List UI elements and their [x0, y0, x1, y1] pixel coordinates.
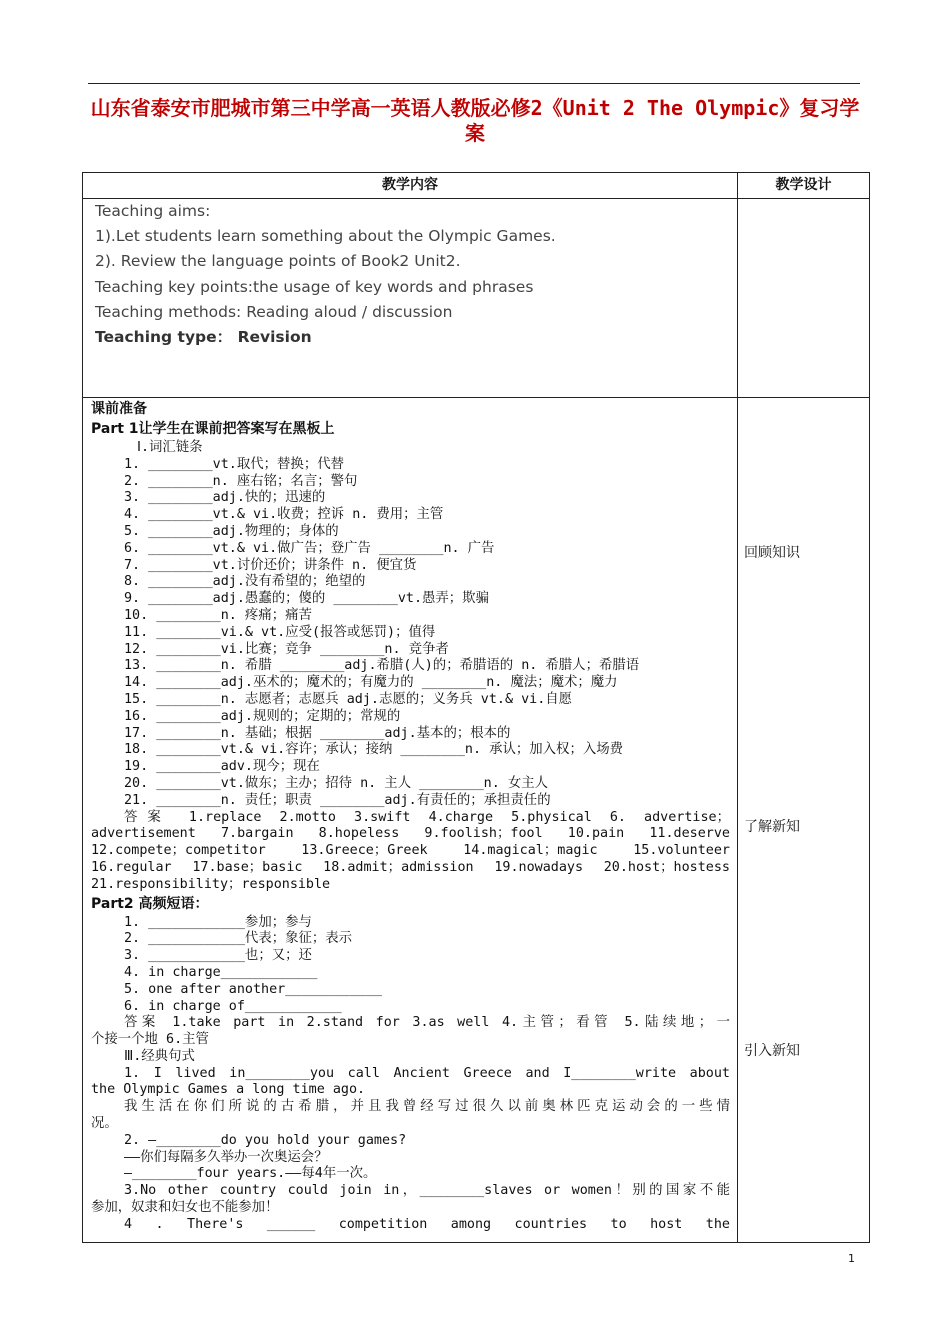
- sentences-line: —________four years.——每4年一次。: [124, 1166, 377, 1182]
- answers1-line: 21.responsibility；responsible: [91, 876, 331, 892]
- vocab-list: [91, 457, 730, 810]
- answers-2: [91, 1015, 730, 1049]
- sentence-list: [91, 1066, 730, 1234]
- design-cell: [738, 398, 870, 1243]
- vocab-line: 10. ________n. 疼痛；痛苦: [124, 607, 312, 623]
- sentences-line: the Olympic Games a long time ago.: [91, 1082, 366, 1098]
- vocab-line: 7. ________vt.讨价还价；讲条件 n. 便宜货: [124, 557, 417, 573]
- design-note: 回顾知识: [744, 545, 800, 561]
- part2-heading: Part2 高频短语：: [91, 895, 209, 912]
- vocab-line: 15. ________n. 志愿者；志愿兵 adj.志愿的；义务兵 vt.& vi.自愿: [124, 691, 573, 707]
- top-rule: [88, 83, 860, 84]
- vocab-title: Ⅰ.词汇链条: [137, 440, 203, 455]
- phrases-line: 6. in charge of____________: [124, 998, 342, 1014]
- col-content-header: 教学内容: [83, 173, 738, 199]
- sentences-title: Ⅲ.经典句式: [124, 1048, 195, 1064]
- page-title: 山东省泰安市肥城市第三中学高一英语人教版必修2《Unit 2 The Olympic》复习学案: [90, 96, 860, 145]
- aims-row: [83, 199, 870, 398]
- answers1-line: 16.regular 17.base；basic 18.admit；admission 19.nowadays 20.host；hostess: [91, 859, 730, 875]
- answers-1: [91, 810, 730, 894]
- table-header-row: [83, 173, 870, 199]
- vocab-line: 20. ________vt.做东；主办；招待 n. 主人 ________n. 女主人: [124, 775, 548, 791]
- vocab-line: 3. ________adj.快的；迅速的: [124, 490, 326, 506]
- aims-line: Teaching methods: Reading aloud / discussion: [95, 302, 453, 321]
- aims-line: 2). Review the language points of Book2 Unit2.: [95, 252, 461, 271]
- sentences-line: 3.No other country could join in，________slaves or women！别的国家不能: [124, 1183, 730, 1199]
- vocab-line: 1. ________vt.取代；替换；代替: [124, 456, 344, 472]
- sentences-line: ——你们每隔多久举办一次奥运会？: [124, 1149, 328, 1165]
- design-note: 引入新知: [744, 1043, 800, 1059]
- answers1-line: advertisement 7.bargain 8.hopeless 9.foolish；fool 10.pain 11.deserve: [91, 826, 730, 842]
- design-note: 了解新知: [744, 819, 800, 835]
- phrases-line: 1. ____________参加；参与: [124, 914, 312, 930]
- vocab-line: 9. ________adj.愚蠢的；傻的 ________vt.愚弄；欺骗: [124, 591, 489, 607]
- vocab-line: 21. ________n. 责任；职责 ________adj.有责任的；承担责任的: [124, 792, 551, 808]
- phrases-line: 4. in charge____________: [124, 964, 318, 980]
- phrases-line: 5. one after another____________: [124, 981, 382, 997]
- vocab-line: 11. ________vi.& vt.应受(报答或惩罚)；值得: [124, 624, 436, 640]
- vocab-line: 6. ________vt.& vi.做广告；登广告 ________n. 广告: [124, 540, 495, 556]
- answers2-line: 答案 1.take part in 2.stand for 3.as well 4.主管；看管 5.陆续地；一: [124, 1015, 730, 1031]
- aims-line: Teaching key points:the usage of key words and phrases: [95, 277, 534, 296]
- sentences-line: 1. I lived in________you call Ancient Greece and I________write about: [124, 1065, 730, 1081]
- phrases-line: 3. ____________也；又；还: [124, 948, 312, 964]
- lesson-table: [82, 172, 870, 1243]
- aims-design-cell: [738, 199, 870, 398]
- phrases-line: 2. ____________代表；象征；表示: [124, 931, 353, 947]
- answers1-line: 答案 1.replace 2.motto 3.swift 4.charge 5.physical 6. advertise；: [124, 809, 730, 825]
- sentences-line: 参加，奴隶和妇女也不能参加！: [91, 1200, 279, 1216]
- part1-heading: Part 1让学生在课前把答案写在黑板上: [91, 421, 335, 437]
- content-row: [83, 398, 870, 1243]
- answers2-line: 个接一个地 6.主管: [91, 1032, 209, 1048]
- vocab-line: 19. ________adv.现今；现在: [124, 759, 320, 775]
- phrase-list: [91, 915, 730, 1016]
- vocab-line: 17. ________n. 基础；根据 ________adj.基本的；根本的: [124, 725, 511, 741]
- prep-title: 课前准备: [91, 401, 147, 417]
- sentences-line: 况。: [91, 1116, 118, 1132]
- col-design-header: 教学设计: [738, 173, 870, 199]
- aims-line: 1).Let students learn something about the Olympic Games.: [95, 227, 556, 246]
- vocab-line: 13. ________n. 希腊 ________adj.希腊(人)的；希腊语的 n. 希腊人；希腊语: [124, 658, 640, 674]
- content-cell: [83, 398, 738, 1243]
- sentences-line: 2. —________do you hold your games?: [124, 1132, 407, 1148]
- vocab-line: 8. ________adj.没有希望的；绝望的: [124, 574, 366, 590]
- vocab-line: 4. ________vt.& vi.收费；控诉 n. 费用；主管: [124, 507, 444, 523]
- aims-line: Teaching aims:: [95, 202, 211, 220]
- aims-cell: [83, 199, 738, 398]
- vocab-line: 5. ________adj.物理的；身体的: [124, 523, 339, 539]
- vocab-line: 12. ________vi.比赛；竞争 ________n. 竞争者: [124, 641, 449, 657]
- aims-line: Teaching type： Revision: [95, 327, 312, 346]
- vocab-line: 2. ________n. 座右铭；名言；警句: [124, 473, 358, 489]
- answers1-line: 12.compete；competitor 13.Greece；Greek 14.magical；magic 15.volunteer: [91, 843, 730, 859]
- page-number: 1: [848, 1252, 855, 1265]
- vocab-line: 14. ________adj.巫术的；魔术的；有魔力的 ________n. 魔法；魔术；魔力: [124, 675, 618, 691]
- sentences-line: 我生活在你们所说的古希腊，并且我曾经写过很久以前奥林匹克运动会的一些情: [124, 1099, 730, 1115]
- vocab-line: 16. ________adj.规则的；定期的；常规的: [124, 708, 401, 724]
- vocab-line: 18. ________vt.& vi.容许；承认；接纳 ________n. 承认；加入权；入场费: [124, 742, 624, 758]
- sentences-line: 4 . There's ______ competition among countries to host the: [124, 1216, 730, 1232]
